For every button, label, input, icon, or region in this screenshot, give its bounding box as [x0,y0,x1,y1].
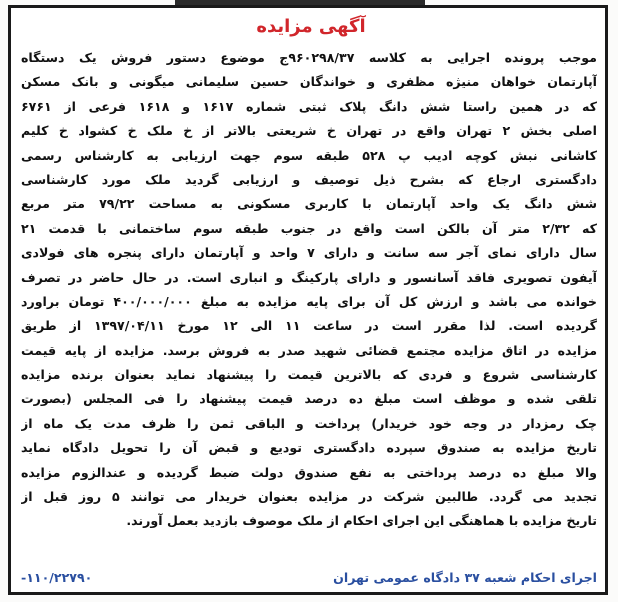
body-line-16: چک رمزدار در وجه خود خریدار) پرداخت و الباقی ثمن را ظرف مدت یک ماه از [21,415,597,431]
body-line-10: آیفون تصویری فاقد آسانسور و دارای پارکینگ و انباری است. در حال حاضر در تصرف [21,269,597,285]
body-line-14: کارشناسی شروع و فردی که بالاترین قیمت را پیشنهاد نماید بعنوان برنده مزایده [21,367,597,383]
body-line-13: مزایده در اتاق مزایده مجتمع قضائی شهید صدر به فروش برسد. مزایده از پایه قیمت [21,342,597,358]
notice-body [21,46,597,534]
body-line-11: خوانده می باشد و ارزش کل آن برای پایه مزایده به مبلغ ۴۰۰/۰۰۰/۰۰۰ تومان براورد [21,293,597,309]
notice-footer [21,568,597,588]
body-line-18: والا مبلغ ده درصد پرداختی به نفع صندوق دولت ضبط گردیده و عندالزوم مزایده [21,464,597,480]
body-line-3: که در همین راستا شش دانگ پلاک ثبتی شماره ۱۶۱۷ و ۱۶۱۸ فرعی از ۶۷۶۱ [21,98,597,114]
body-line-9: سال دارای نمای آجر سه سانت و دارای ۷ واحد و آپارتمان دارای پنجره های فولادی [21,245,597,261]
body-line-17: تاریخ مزایده به صندوق سپرده دادگستری تودیع و قبض آن را تحویل دادگاه نماید [21,440,597,456]
body-line-6: دادگستری ارجاع که بشرح ذیل توصیف و ارزیابی گردید ملک مورد کارشناسی [21,171,597,187]
body-line-7: شش دانگ یک واحد آپارتمان با کاربری مسکونی به مساحت ۷۹/۲۲ متر مربع [21,196,597,212]
body-line-19: تجدید می گردد. طالبین شرکت در مزایده بعنوان خریدار می توانند ۵ روز قبل از [21,489,597,505]
body-line-4: اصلی بخش ۲ تهران واقع در تهران خ شریعتی بالاتر از خ ملک خ کشواد خ کلیم [21,123,597,139]
notice-frame [8,5,608,595]
body-line-20: تاریخ مزایده با هماهنگی این اجرای احکام از ملک موصوف بازدید بعمل آورند. [126,513,597,529]
body-line-2: آپارتمان خواهان منیژه مظفری و خواندگان حسین سلیمانی میگونی و بانک مسکن [21,74,597,90]
body-line-1: موجب پرونده اجرایی به کلاسه ۹۶۰۲۹۸/۳۷ج موضوع دستور فروش یک دستگاه [21,50,597,65]
notice-code: ۱۱۰/۲۲۷۹۰- [21,570,93,585]
notice-title: آگهی مزایده [256,16,366,37]
issuer-signature: اجرای احکام شعبه ۳۷ دادگاه عمومی تهران [333,570,597,585]
body-line-8: که ۲/۳۲ متر آن بالکن است واقع در جنوب طبقه سوم ساختمانی با قدمت ۲۱ [21,220,597,236]
body-line-12: گردیده است. لذا مقرر است در ساعت ۱۱ الی ۱۲ مورخ ۱۳۹۷/۰۴/۱۱ از طریق [21,318,597,334]
body-line-5: کاشانی نبش کوچه ادیب پ ۵۲۸ طبقه سوم جهت ارزیابی به کارشناس رسمی [21,147,597,163]
body-line-15: تلقی شده و موظف است مبلغ ده درصد قیمت پیشنهاد را فی المجلس (بصورت [21,391,597,407]
